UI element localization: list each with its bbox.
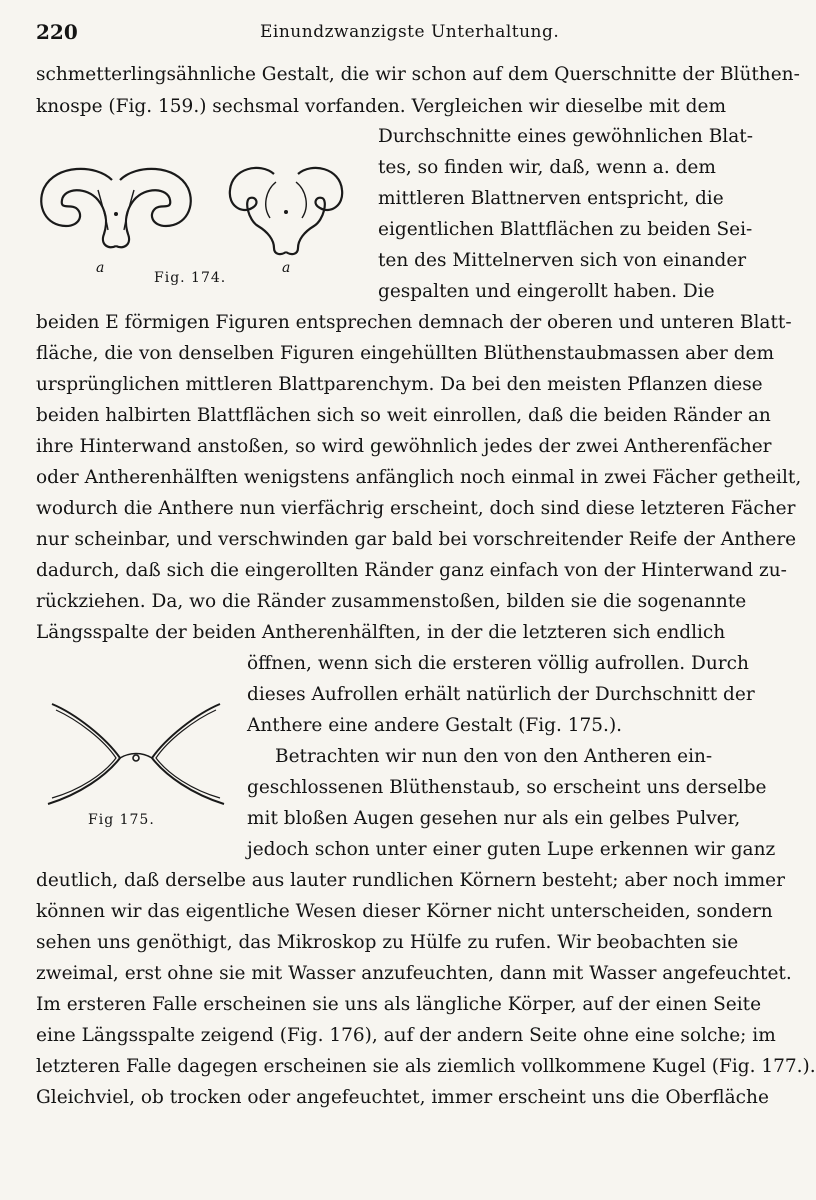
text-line-33: letzteren Falle dagegen erscheinen sie als ziemlich vollkommene Kugel (Fig. 177.). bbox=[36, 1056, 816, 1077]
text-line-9: beiden E förmigen Figuren entsprechen demnach der oberen und unteren Blatt- bbox=[36, 312, 792, 333]
text-line-24: geschlossenen Blüthenstaub, so erscheint uns derselbe bbox=[247, 777, 767, 798]
text-line-12: beiden halbirten Blattflächen sich so weit einrollen, daß die beiden Ränder an bbox=[36, 405, 771, 426]
text-line-28: können wir das eigentliche Wesen dieser Körner nicht unterscheiden, sondern bbox=[36, 901, 773, 922]
text-line-14: oder Antherenhälften wenigstens anfänglich noch einmal in zwei Fächer getheilt, bbox=[36, 467, 802, 488]
text-line-11: ursprünglichen mittleren Blattparenchym. Da bei den meisten Pflanzen diese bbox=[36, 374, 763, 395]
figure-174-label-left: a bbox=[96, 260, 105, 276]
figure-174-label-right: a bbox=[282, 260, 291, 276]
text-line-13: ihre Hinterwand anstoßen, so wird gewöhnlich jedes der zwei Antherenfächer bbox=[36, 436, 772, 457]
text-line-18: rückziehen. Da, wo die Ränder zusammenstoßen, bilden sie die sogenannte bbox=[36, 591, 747, 612]
text-line-15: wodurch die Anthere nun vierfächrig erscheint, doch sind diese letzteren Fächer bbox=[36, 498, 796, 519]
figure-174-caption: Fig. 174. bbox=[154, 270, 227, 286]
text-line-6: eigentlichen Blattflächen zu beiden Sei- bbox=[378, 219, 753, 240]
text-line-21: dieses Aufrollen erhält natürlich der Durchschnitt der bbox=[247, 684, 755, 705]
text-line-26: jedoch schon unter einer guten Lupe erkennen wir ganz bbox=[247, 839, 776, 860]
text-line-3: Durchschnitte eines gewöhnlichen Blat- bbox=[378, 126, 753, 147]
text-line-10: fläche, die von denselben Figuren eingehüllten Blüthenstaubmassen aber dem bbox=[36, 343, 775, 364]
figure-174 bbox=[36, 160, 356, 290]
text-line-34: Gleichviel, ob trocken oder angefeuchtet, immer erscheint uns die Oberfläche bbox=[36, 1087, 769, 1108]
figure-174-drawing bbox=[36, 160, 356, 260]
text-line-8: gespalten und eingerollt haben. Die bbox=[378, 281, 715, 302]
page-number: 220 bbox=[36, 20, 78, 44]
text-line-30: zweimal, erst ohne sie mit Wasser anzufeuchten, dann mit Wasser angefeuchtet. bbox=[36, 963, 792, 984]
text-line-32: eine Längsspalte zeigend (Fig. 176), auf der andern Seite ohne eine solche; im bbox=[36, 1025, 776, 1046]
page-header bbox=[0, 18, 732, 48]
text-line-5: mittleren Blattnerven entspricht, die bbox=[378, 188, 724, 209]
text-line-1: schmetterlingsähnliche Gestalt, die wir schon auf dem Querschnitte der Blüthen- bbox=[36, 64, 800, 85]
text-line-27: deutlich, daß derselbe aus lauter rundlichen Körnern besteht; aber noch immer bbox=[36, 870, 785, 891]
text-line-22: Anthere eine andere Gestalt (Fig. 175.). bbox=[247, 715, 623, 736]
figure-175 bbox=[36, 700, 236, 830]
text-line-25: mit bloßen Augen gesehen nur als ein gelbes Pulver, bbox=[247, 808, 741, 829]
running-head: Einundzwanzigste Unterhaltung. bbox=[260, 22, 560, 42]
text-line-29: sehen uns genöthigt, das Mikroskop zu Hülfe zu rufen. Wir beobachten sie bbox=[36, 932, 739, 953]
text-line-2: knospe (Fig. 159.) sechsmal vorfanden. Vergleichen wir dieselbe mit dem bbox=[36, 96, 726, 117]
text-line-7: ten des Mittelnerven sich von einander bbox=[378, 250, 747, 271]
figure-175-drawing bbox=[36, 700, 236, 810]
text-line-20: öffnen, wenn sich die ersteren völlig aufrollen. Durch bbox=[247, 653, 749, 674]
figure-175-caption: Fig 175. bbox=[88, 812, 155, 828]
text-line-23: Betrachten wir nun den von den Antheren ein- bbox=[275, 746, 713, 767]
text-line-16: nur scheinbar, und verschwinden gar bald bei vorschreitender Reife der Anthere bbox=[36, 529, 797, 550]
text-line-31: Im ersteren Falle erscheinen sie uns als längliche Körper, auf der einen Seite bbox=[36, 994, 762, 1015]
text-line-17: dadurch, daß sich die eingerollten Ränder ganz einfach von der Hinterwand zu- bbox=[36, 560, 787, 581]
text-line-19: Längsspalte der beiden Antherenhälften, in der die letzteren sich endlich bbox=[36, 622, 726, 643]
text-line-4: tes, so finden wir, daß, wenn a. dem bbox=[378, 157, 716, 178]
